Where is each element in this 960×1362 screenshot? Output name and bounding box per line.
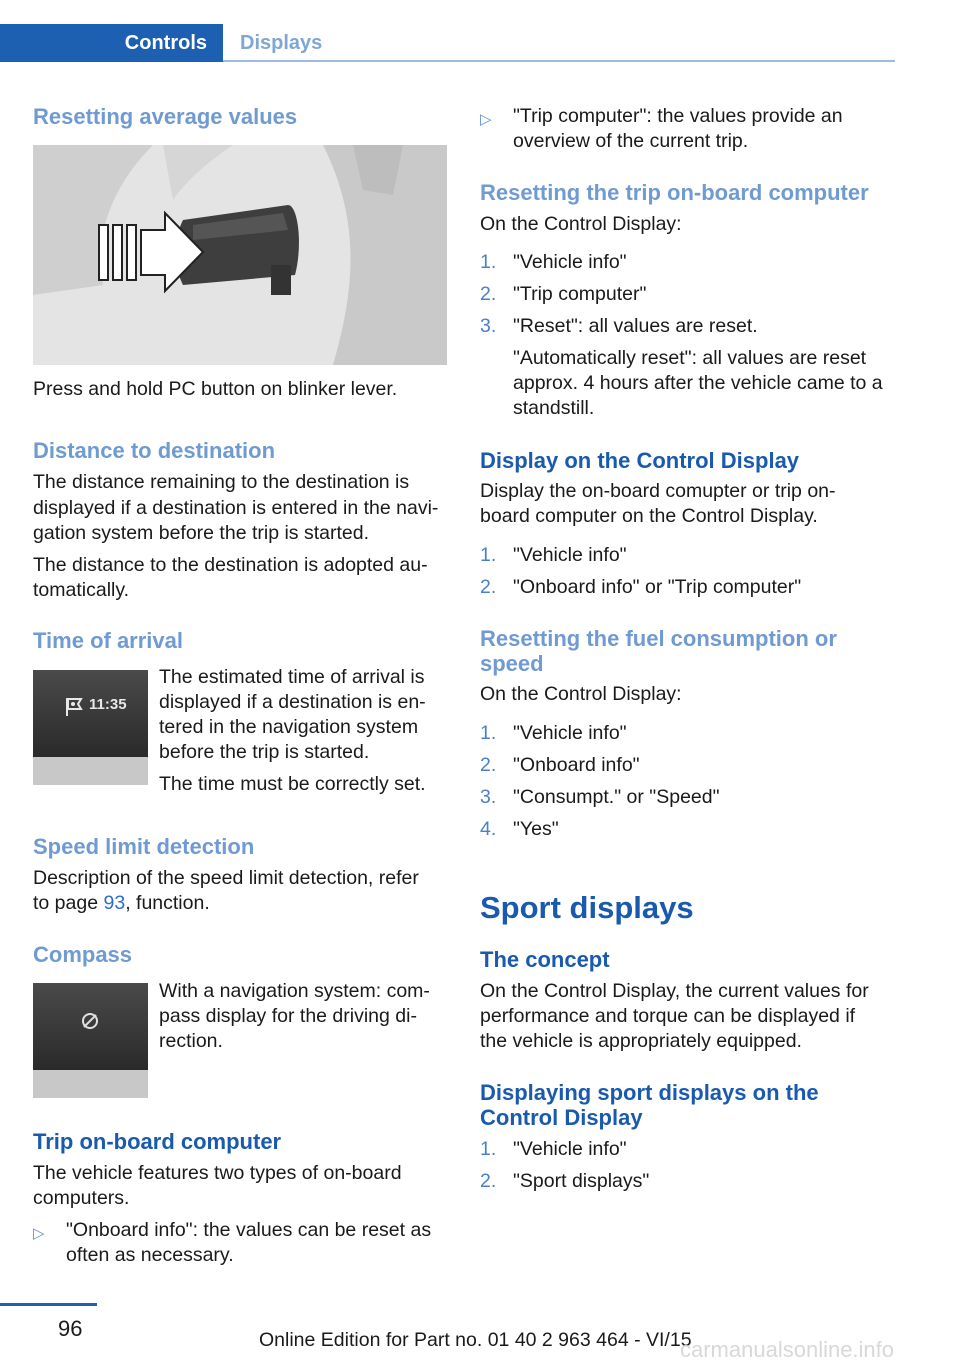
list-number: 3. bbox=[480, 786, 497, 808]
on-control-display-text-2: On the Control Display: bbox=[480, 683, 682, 705]
arrival-time-value: 11:35 bbox=[89, 696, 127, 713]
distance-text-line1: The distance remaining to the destination is bbox=[33, 471, 410, 493]
list-number: 1. bbox=[480, 544, 497, 566]
arrival-text-line3: tered in the navigation system bbox=[159, 716, 419, 738]
list-text: "Vehicle info" bbox=[513, 251, 627, 273]
header-rule bbox=[223, 60, 895, 62]
blinker-lever-illustration bbox=[33, 145, 447, 365]
arrival-text-line2: displayed if a destination is en‐ bbox=[159, 691, 426, 713]
heading-time-of-arrival: Time of arrival bbox=[33, 628, 183, 653]
triangle-bullet-icon: ▷ bbox=[480, 111, 492, 128]
compass-text-line2: pass display for the driving di‐ bbox=[159, 1005, 417, 1027]
page-93-link[interactable]: 93 bbox=[103, 892, 126, 914]
list-number: 1. bbox=[480, 1138, 497, 1160]
list-text: "Vehicle info" bbox=[513, 544, 627, 566]
heading-resetting-trip-computer: Resetting the trip on-board computer bbox=[480, 180, 869, 205]
concept-text-line3: the vehicle is appropriately equipped. bbox=[480, 1030, 802, 1052]
bullet-onboard-line2: often as necessary. bbox=[66, 1244, 234, 1266]
list-text: "Vehicle info" bbox=[513, 722, 627, 744]
arrival-text-line5: The time must be correctly set. bbox=[159, 773, 426, 795]
on-control-display-text-1: On the Control Display: bbox=[480, 213, 682, 235]
compass-text-line1: With a navigation system: com‐ bbox=[159, 980, 430, 1002]
speed-text-line2: to page 93, function. bbox=[33, 892, 210, 914]
heading-speed-limit-detection: Speed limit detection bbox=[33, 834, 255, 859]
speed-text-line1: Description of the speed limit detection, refer bbox=[33, 867, 419, 889]
heading-distance-to-destination: Distance to destination bbox=[33, 438, 276, 463]
page-number-rule bbox=[0, 1303, 97, 1306]
list-text: "Sport displays" bbox=[513, 1170, 650, 1192]
heading-displaying-sport-line1: Displaying sport displays on the bbox=[480, 1080, 819, 1105]
list-text: "Vehicle info" bbox=[513, 1138, 627, 1160]
tab-controls[interactable]: Controls bbox=[0, 24, 223, 62]
heading-reset-fuel-line2: speed bbox=[480, 651, 544, 676]
display-text-line2: board computer on the Control Display. bbox=[480, 505, 818, 527]
trip-text-line1: The vehicle features two types of on-board bbox=[33, 1162, 402, 1184]
list-number: 2. bbox=[480, 754, 497, 776]
list-number: 1. bbox=[480, 722, 497, 744]
compass-icon bbox=[80, 1011, 100, 1031]
arrival-time-screen bbox=[33, 670, 148, 785]
bullet-trip-line2: overview of the current trip. bbox=[513, 130, 749, 152]
auto-reset-line1: "Automatically reset": all values are reset bbox=[513, 347, 867, 369]
trip-text-line2: computers. bbox=[33, 1187, 130, 1209]
triangle-bullet-icon: ▷ bbox=[33, 1225, 45, 1242]
press-hold-text: Press and hold PC button on blinker lever. bbox=[33, 378, 398, 400]
page-number: 96 bbox=[58, 1316, 83, 1341]
concept-text-line1: On the Control Display, the current values for bbox=[480, 980, 869, 1002]
heading-sport-displays: Sport displays bbox=[480, 890, 694, 925]
distance-text-line5: tomatically. bbox=[33, 579, 130, 601]
display-text-line1: Display the on-board comupter or trip on- bbox=[480, 480, 836, 502]
heading-trip-onboard-computer: Trip on-board computer bbox=[33, 1129, 282, 1154]
list-number: 3. bbox=[480, 315, 497, 337]
edition-footer: Online Edition for Part no. 01 40 2 963 464 - VI/15 bbox=[259, 1329, 692, 1351]
list-number: 2. bbox=[480, 283, 497, 305]
auto-reset-line3: standstill. bbox=[513, 397, 595, 419]
compass-screen bbox=[33, 983, 148, 1098]
heading-the-concept: The concept bbox=[480, 947, 610, 972]
distance-text-line4: The distance to the destination is adopted au‐ bbox=[33, 554, 428, 576]
distance-text-line3: gation system before the trip is started. bbox=[33, 522, 369, 544]
list-number: 1. bbox=[480, 251, 497, 273]
watermark-text: carmanualsonline.info bbox=[680, 1337, 895, 1362]
list-number: 2. bbox=[480, 1170, 497, 1192]
heading-display-on-control-display: Display on the Control Display bbox=[480, 448, 800, 473]
heading-compass: Compass bbox=[33, 942, 133, 967]
tab-displays[interactable]: Displays bbox=[240, 32, 323, 54]
list-text: "Consumpt." or "Speed" bbox=[513, 786, 720, 808]
list-text: "Onboard info" bbox=[513, 754, 640, 776]
arrival-text-line4: before the trip is started. bbox=[159, 741, 370, 763]
distance-text-line2: displayed if a destination is entered in the navi‐ bbox=[33, 497, 439, 519]
list-text: "Onboard info" or "Trip computer" bbox=[513, 576, 802, 598]
heading-resetting-average-values: Resetting average values bbox=[33, 104, 298, 129]
compass-text-line3: rection. bbox=[159, 1030, 223, 1052]
flag-destination-icon bbox=[63, 696, 87, 718]
heading-displaying-sport-line2: Control Display bbox=[480, 1105, 643, 1130]
auto-reset-line2: approx. 4 hours after the vehicle came to a bbox=[513, 372, 883, 394]
arrival-text-line1: The estimated time of arrival is bbox=[159, 666, 425, 688]
list-number: 2. bbox=[480, 576, 497, 598]
list-number: 4. bbox=[480, 818, 497, 840]
heading-reset-fuel-line1: Resetting the fuel consumption or bbox=[480, 626, 837, 651]
list-text: "Trip computer" bbox=[513, 283, 647, 305]
list-text: "Yes" bbox=[513, 818, 559, 840]
list-text: "Reset": all values are reset. bbox=[513, 315, 758, 337]
concept-text-line2: performance and torque can be displayed if bbox=[480, 1005, 856, 1027]
section-header bbox=[0, 0, 895, 62]
